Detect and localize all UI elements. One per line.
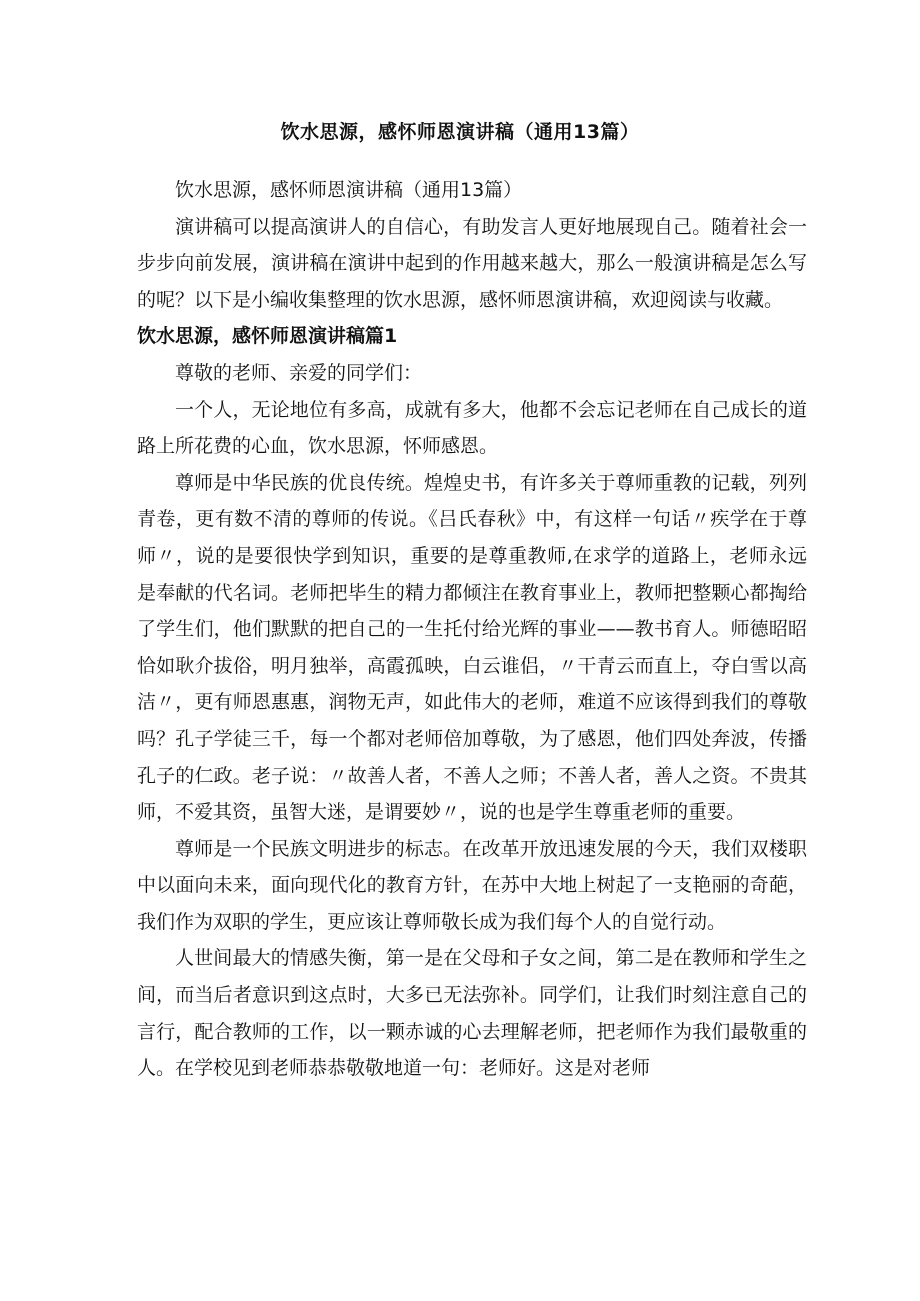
body-paragraph-2: 尊师是中华民族的优良传统。煌煌史书，有许多关于尊师重教的记载，列列青卷，更有数不清的尊师的传说。《吕氏春秋》中，有这样一句话〃疾学在于尊师〃，说的是要很快学到知识，重要的是尊重教师,在求学的道路上，老师永远是奉献的代名词。老师把毕生的精力都倾注在教育事业上，教师把整颗心都掏给了学生们，他们默默的把自己的一生托付给光辉的事业——教书育人。师德昭昭恰如耿介拔俗，明月独举，高霞孤映，白云谁侣，〃干青云而直上，夺白雪以高洁〃，更有师恩惠惠，润物无声，如此伟大的老师，难道不应该得到我们的尊敬吗？孔子学徒三千，每一个都对老师倍加尊敬，为了感恩，他们四处奔波，传播孔子的仁政。老子说：〃故善人者，不善人之师；不善人者，善人之资。不贵其师，不爱其资，虽智大迷，是谓要妙〃，说的也是学生尊重老师的重要。 [137,471,807,824]
body-paragraph-1: 一个人，无论地位有多高，成就有多大，他都不会忘记老师在自己成长的道路上所花费的心血，饮水思源，怀师感恩。 [137,398,807,458]
section-heading: 饮水思源，感怀师恩演讲稿篇1 [137,325,398,348]
subtitle-paragraph: 饮水思源，感怀师恩演讲稿（通用13篇） [175,179,523,201]
intro-paragraph: 演讲稿可以提高演讲人的自信心，有助发言人更好地展现自己。随着社会一步步向前发展，演讲稿在演讲中起到的作用越来越大，那么一般演讲稿是怎么写的呢？以下是小编收集整理的饮水思源，感怀师恩演讲稿，欢迎阅读与收藏。 [137,215,807,311]
body-paragraph-4: 人世间最大的情感失衡，第一是在父母和子女之间，第二是在教师和学生之间，而当后者意识到这点时，大多已无法弥补。同学们，让我们时刻注意自己的言行，配合教师的工作，以一颗赤诚的心去理解老师，把老师作为我们最敬重的人。在学校见到老师恭恭敬敬地道一句：老师好。这是对老师 [137,947,807,1080]
body-paragraph-3: 尊师是一个民族文明进步的标志。在改革开放迅速发展的今天，我们双楼职中以面向未来，面向现代化的教育方针，在苏中大地上树起了一支艳丽的奇葩，我们作为双职的学生，更应该让尊师敬长成为我们每个人的自觉行动。 [137,837,807,933]
document-title: 饮水思源，感怀师恩演讲稿（通用13篇） [280,121,640,143]
document-body [137,172,807,1087]
greeting-paragraph: 尊敬的老师、亲爱的同学们： [175,361,423,384]
